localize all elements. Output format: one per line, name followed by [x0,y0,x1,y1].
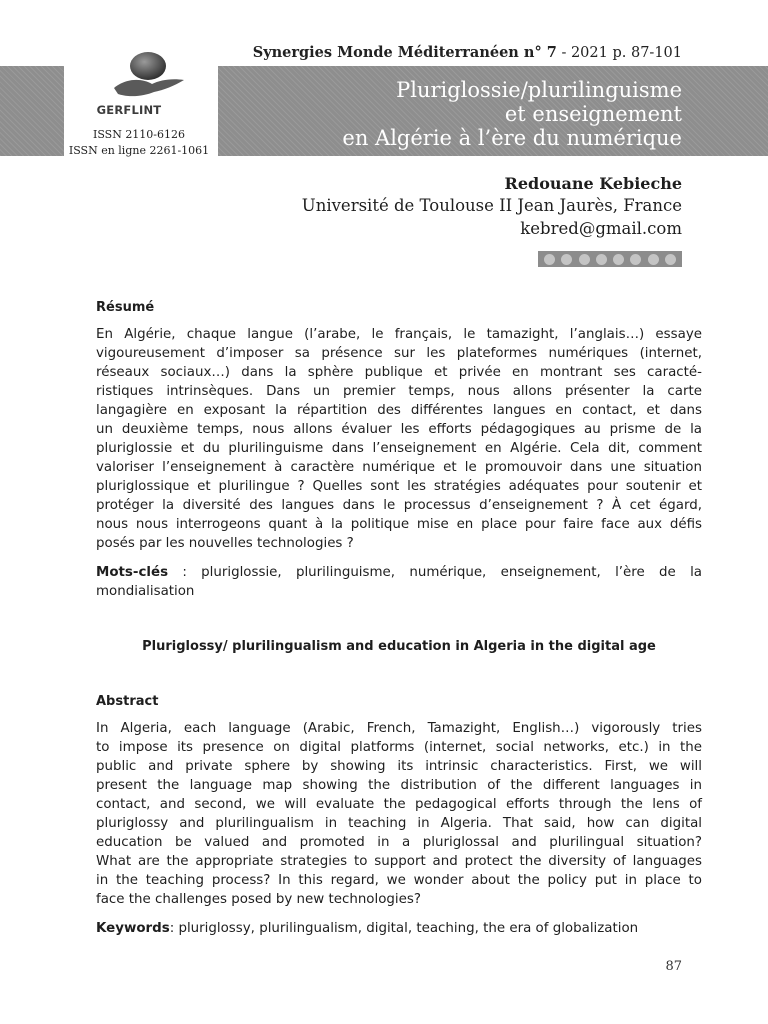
article-title [252,78,682,150]
keywords-text: : pluriglossy, plurilingualism, digital, teaching, the era of globalization [169,921,639,936]
journal-name: Synergies Monde Méditerranéen n° 7 [252,44,557,61]
resume-line: ristiques intrinsèques. Dans un premier temps, nous allons présenter la carte [96,384,702,399]
abstract-line: to impose its presence on digital platforms (internet, social networks, etc.) in the [96,740,702,755]
decorative-dot-icon [544,254,555,265]
page-number: 87 [665,959,682,974]
resume-line: pluriglossique et plurilingue ? Quelles sont les stratégies adéquates pour soutenir et [96,479,702,494]
resume-keywords [96,563,702,601]
abstract-line: contact, and second, we will evaluate the pedagogical efforts through the lens of [96,797,702,812]
resume-line: En Algérie, chaque langue (l’arabe, le français, le tamazight, l’anglais…) essaye [96,327,702,342]
resume-line: protéger la diversité des langues dans le processus d’enseignement ? À cet égard, [96,498,702,513]
decorative-dot-icon [561,254,572,265]
decorative-dot-icon [665,254,676,265]
abstract-paragraph [96,719,702,909]
issn-online: ISSN en ligne 2261-1061 [68,144,210,157]
abstract-keywords [96,919,702,938]
gerflint-logo-icon [108,48,188,104]
decorative-dots-bar [538,251,682,267]
author-affiliation: Université de Toulouse II Jean Jaurès, France [301,196,682,215]
decorative-dot-icon [579,254,590,265]
resume-line: nous nous interrogeons quant à la politique mise en place pour faire face aux défis [96,517,702,532]
decorative-dot-icon [630,254,641,265]
issn-print: ISSN 2110-6126 [92,128,186,141]
resume-line: vigoureusement d’imposer sa présence sur les plateformes numériques (internet, [96,346,702,361]
resume-line: un deuxième temps, nous allons évaluer les efforts pédagogiques au prisme de la [96,422,702,437]
logo-text: GERFLINT [96,103,162,117]
keywords-line-2: mondialisation [96,584,195,599]
abstract-line: In Algeria, each language (Arabic, French, Tamazight, English…) vigorously tries [96,721,702,736]
decorative-dot-icon [648,254,659,265]
resume-paragraph [96,325,702,553]
abstract-line: education be valued and promoted in a pluriglossal and plurilingual situation? [96,835,702,850]
abstract-heading: Abstract [96,694,159,709]
abstract-line: in the teaching process? In this regard, we wonder about the policy put in place to [96,873,702,888]
resume-line: langagière en exposant la répartition des différentes langues en contact, et dans [96,403,702,418]
keywords-text: : pluriglossie, plurilinguisme, numérique, enseignement, l’ère de la [168,565,702,580]
abstract-line: What are the appropriate strategies to support and protect the diversity of languages [96,854,702,869]
title-line: Pluriglossie/plurilinguisme [396,78,682,102]
keywords-line [96,563,702,582]
decorative-dot-icon [613,254,624,265]
resume-line: pluriglossie et du plurilinguisme dans l’enseignement en Algérie. Cela dit, comment [96,441,702,456]
journal-pages: - 2021 p. 87-101 [556,45,682,61]
logo-block [64,40,218,158]
resume-line: réseaux sociaux…) dans la sphère publique et privée en montrant ses caracté- [96,365,702,380]
title-line: en Algérie à l’ère du numérique [342,126,682,150]
author-name: Redouane Kebieche [504,174,682,193]
keywords-line [96,919,702,938]
decorative-dot-icon [596,254,607,265]
abstract-line: public and private sphere by showing its intrinsic characteristics. First, we will [96,759,702,774]
journal-citation [253,44,682,61]
resume-line: valoriser l’enseignement à caractère numérique et le promouvoir dans une situation [96,460,702,475]
abstract-line: present the language map showing the distribution of the different languages in [96,778,702,793]
abstract-line: face the challenges posed by new technologies? [96,892,421,907]
author-email: kebred@gmail.com [520,219,682,238]
keywords-label: Keywords [96,921,170,936]
abstract-line: pluriglossy and plurilingualism in teaching in Algeria. That said, how can digital [96,816,702,831]
english-title: Pluriglossy/ plurilingualism and education in Algeria in the digital age [142,639,656,654]
title-line: et enseignement [504,102,682,126]
resume-line: posés par les nouvelles technologies ? [96,536,354,551]
keywords-label: Mots-clés [96,565,169,580]
resume-heading: Résumé [96,300,155,315]
